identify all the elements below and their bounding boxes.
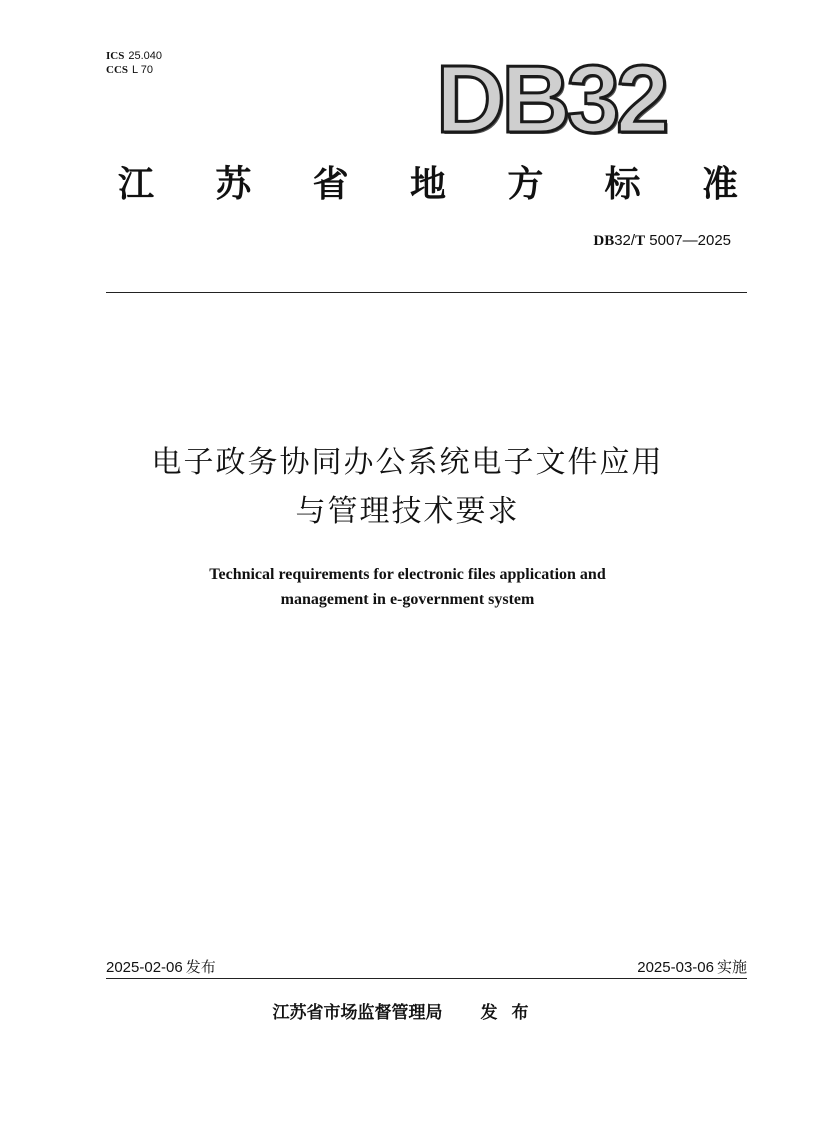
implement-date bbox=[637, 957, 747, 978]
title-en-line1: Technical requirements for electronic files application and bbox=[209, 566, 606, 583]
issuer-name: 江苏省市场监督管理局 bbox=[272, 1003, 443, 1023]
standard-number-value: 5007—2025 bbox=[645, 232, 731, 249]
header-divider bbox=[106, 292, 747, 293]
classification-codes bbox=[106, 49, 162, 77]
ccs-code bbox=[106, 63, 162, 77]
standard-type-char: 江 bbox=[118, 164, 155, 205]
standard-type-char: 地 bbox=[409, 164, 446, 205]
footer-divider bbox=[106, 978, 747, 979]
implement-date-value: 2025-03-06 bbox=[637, 959, 714, 976]
ics-value: 25.040 bbox=[128, 50, 162, 62]
ics-label: ICS bbox=[106, 50, 125, 62]
issuer-action: 发布 bbox=[480, 1003, 543, 1023]
publish-label: 发布 bbox=[185, 958, 216, 976]
publish-date bbox=[106, 957, 216, 978]
title-cn-line2: 与管理技术要求 bbox=[295, 494, 520, 529]
standard-number-prefix: DB bbox=[593, 233, 615, 249]
issuer bbox=[60, 1001, 755, 1025]
publish-date-value: 2025-02-06 bbox=[106, 959, 183, 976]
standard-type-char: 苏 bbox=[215, 164, 252, 205]
standard-type-char: 省 bbox=[312, 164, 349, 205]
implement-label: 实施 bbox=[716, 958, 747, 976]
standard-type-char: 标 bbox=[604, 164, 641, 205]
standard-number bbox=[593, 230, 731, 251]
title-en-line2: management in e-government system bbox=[280, 591, 535, 608]
standard-number-region: 32/ bbox=[614, 232, 636, 249]
ics-code bbox=[106, 49, 162, 63]
ccs-label: CCS bbox=[106, 64, 129, 76]
title-cn-line1: 电子政务协同办公系统电子文件应用 bbox=[151, 445, 664, 480]
standard-number-type: T bbox=[635, 233, 646, 249]
standard-type-char: 准 bbox=[701, 164, 738, 205]
standard-type-char: 方 bbox=[507, 164, 544, 205]
ccs-value: L 70 bbox=[132, 64, 154, 76]
db32-logo: DB32 bbox=[436, 46, 666, 153]
standard-type-title bbox=[118, 160, 738, 210]
